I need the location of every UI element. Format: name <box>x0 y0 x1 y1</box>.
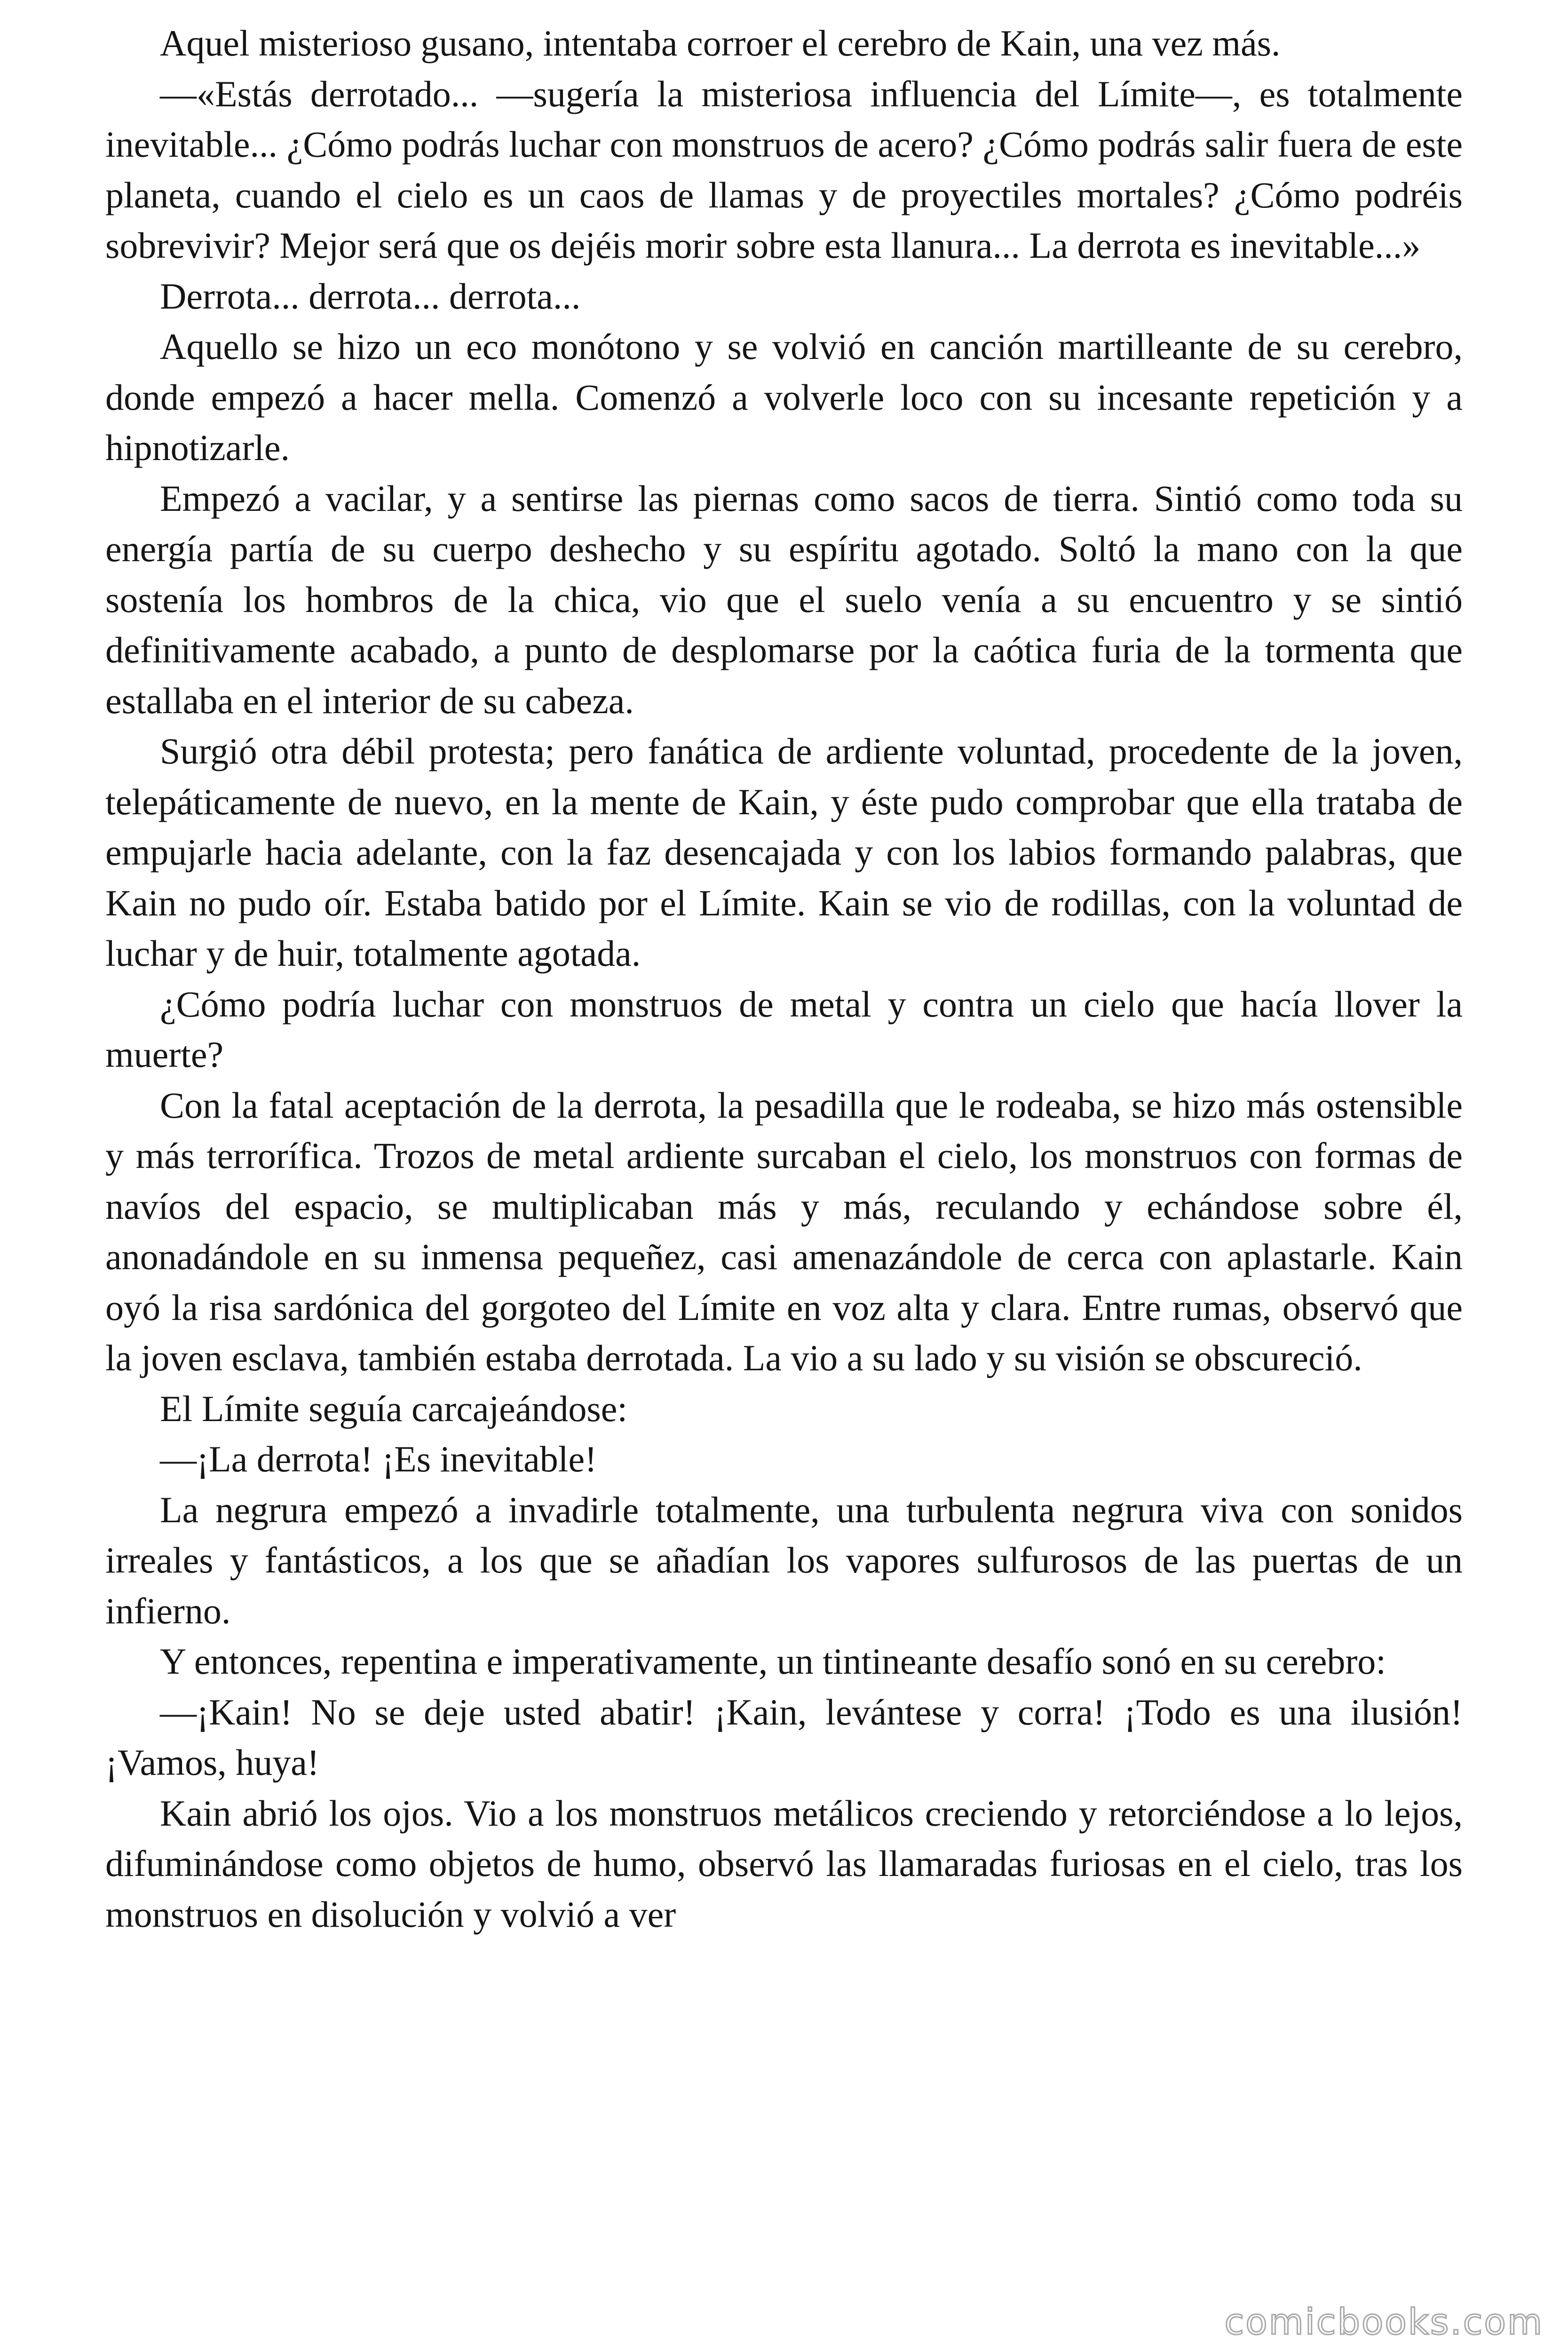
paragraph: Aquel misterioso gusano, intentaba corroer el cerebro de Kain, una vez más. <box>160 23 1281 64</box>
paragraph: Aquello se hizo un eco monótono y se volvió en canción martilleante de su cerebro, donde empezó a hacer mella. Comenzó a volverle loco con su incesante repetición y a hipnotizarle. <box>105 326 1463 468</box>
book-page-text <box>105 18 1463 2305</box>
paragraph: —¡La derrota! ¡Es inevitable! <box>160 1438 597 1479</box>
paragraph: Surgió otra débil protesta; pero fanática de ardiente voluntad, procedente de la joven, telepáticamente de nuevo, en la mente de Kain, y éste pudo comprobar que ella trataba de empujarle hacia adelante, con la faz desencajada y con los labios formando palabras, que Kain no pudo oír. Estaba batido por el Límite. Kain se vio de rodillas, con la voluntad de luchar y de huir, totalmente agotada. <box>105 731 1463 974</box>
paragraph: Con la fatal aceptación de la derrota, la pesadilla que le rodeaba, se hizo más ostensible y más terrorífica. Trozos de metal ardiente surcaban el cielo, los monstruos con formas de navíos del espacio, se multiplicaban más y más, reculando y echándose sobre él, anonadándole en su inmensa pequeñez, casi amenazándole de cerca con aplastarle. Kain oyó la risa sardónica del gorgoteo del Límite en voz alta y clara. Entre rumas, observó que la joven esclava, también estaba derrotada. La vio a su lado y su visión se obscureció. <box>105 1084 1463 1378</box>
paragraph: Derrota... derrota... derrota... <box>160 275 581 317</box>
watermark: comicbooks.com <box>1224 2301 1544 2343</box>
paragraph: Kain abrió los ojos. Vio a los monstruos metálicos creciendo y retorciéndose a lo lejos, difuminándose como objetos de humo, observó las llamaradas furiosas en el cielo, tras los monstruos en disolución y volvió a ver <box>105 1792 1463 1935</box>
paragraph: El Límite seguía carcajeándose: <box>160 1388 628 1429</box>
paragraph: La negrura empezó a invadirle totalmente, una turbulenta negrura viva con sonidos irreales y fantásticos, a los que se añadían los vapores sulfurosos de las puertas de un infierno. <box>105 1489 1463 1631</box>
paragraph: ¿Cómo podría luchar con monstruos de metal y contra un cielo que hacía llover la muerte? <box>105 983 1463 1075</box>
paragraph: —«Estás derrotado... —sugería la misteriosa influencia del Límite—, es totalmente inevitable... ¿Cómo podrás luchar con monstruos de acero? ¿Cómo podrás salir fuera de este planeta, cuando el cielo es un caos de llamas y de proyectiles mortales? ¿Cómo podréis sobrevivir? Mejor será que os dejéis morir sobre esta llanura... La derrota es inevitable...» <box>105 73 1463 266</box>
paragraph: Y entonces, repentina e imperativamente, un tintineante desafío sonó en su cerebro: <box>160 1641 1386 1682</box>
paragraph: —¡Kain! No se deje usted abatir! ¡Kain, levántese y corra! ¡Todo es una ilusión! ¡Vamos, huya! <box>105 1691 1463 1783</box>
paragraph: Empezó a vacilar, y a sentirse las piernas como sacos de tierra. Sintió como toda su energía partía de su cuerpo deshecho y su espíritu agotado. Soltó la mano con la que sostenía los hombros de la chica, vio que el suelo venía a su encuentro y se sintió definitivamente acabado, a punto de desplomarse por la caótica furia de la tormenta que estallaba en el interior de su cabeza. <box>105 477 1463 721</box>
